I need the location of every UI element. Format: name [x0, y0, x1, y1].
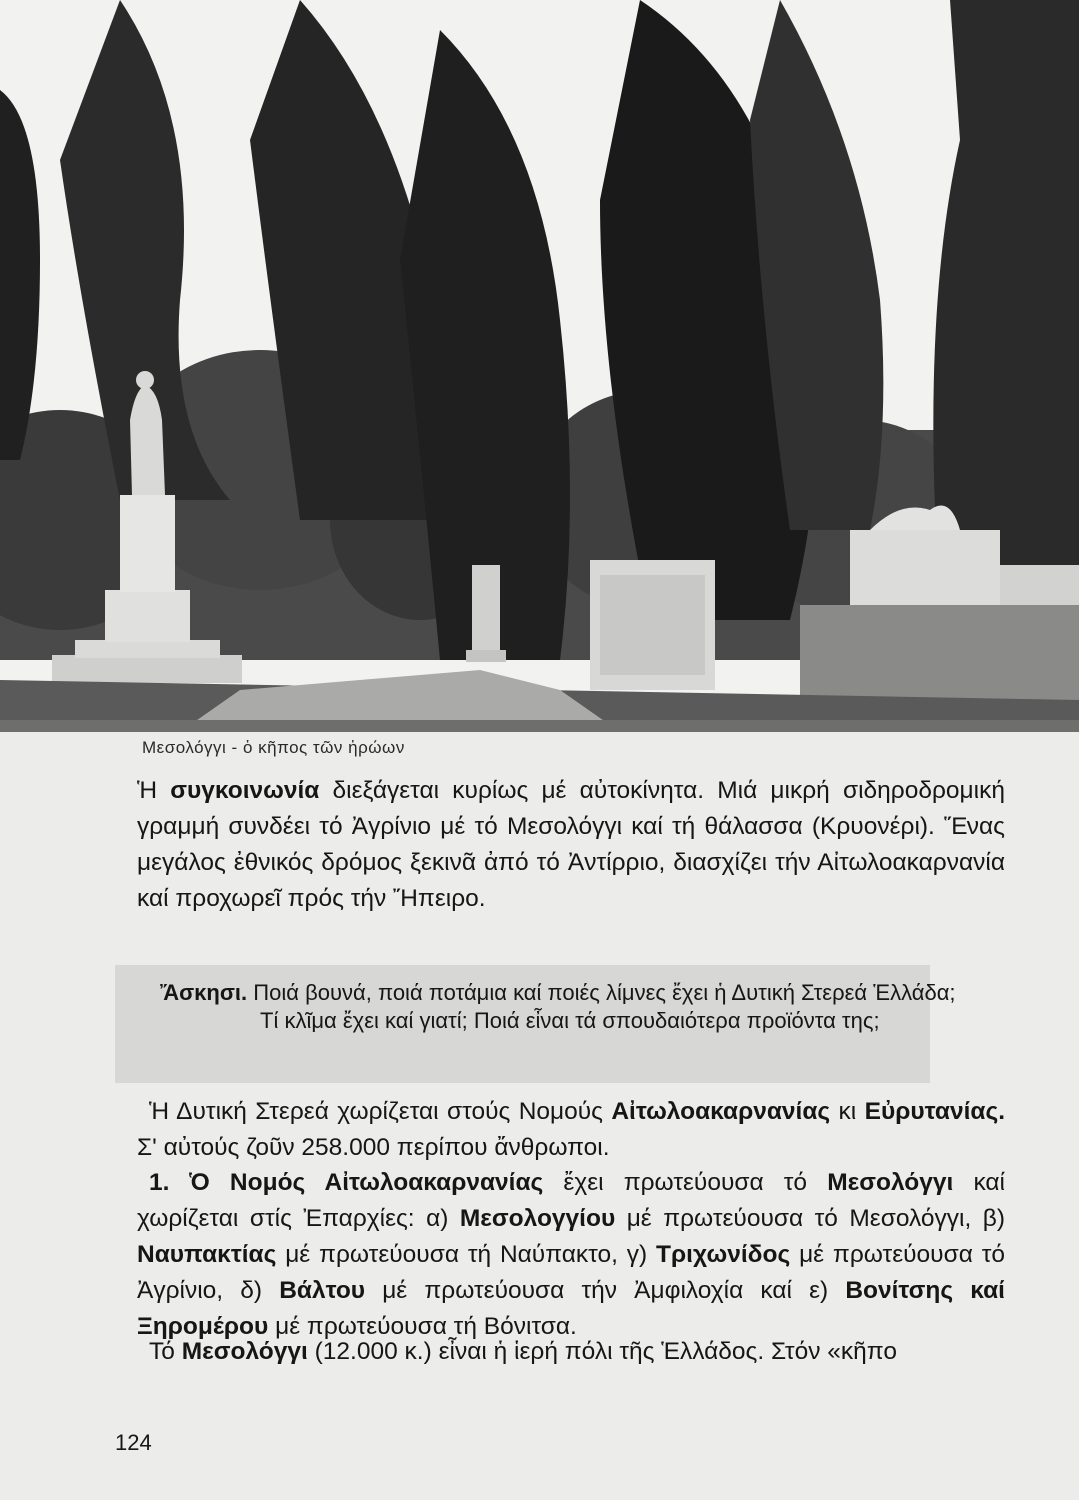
page-number: 124: [115, 1430, 152, 1455]
photo-illustration: [0, 0, 1079, 732]
emphasis-term: Αἰτωλοακαρνανίας: [611, 1098, 831, 1125]
exercise-text: Ἄσκησι. Ποιά βουνά, ποιά ποτάμια καί ποιές λίμνες ἔχει ἡ Δυτική Στερεά Ἑλλάδα; Τί κλῖμα ἔχει καί γιατί; Ποιά εἶναι τά σπουδαιότερα προϊόντα της;: [160, 980, 956, 1033]
garden-of-heroes-photo: [0, 0, 1079, 732]
photo-caption: Μεσολόγγι - ὁ κῆπος τῶν ἡρώων: [142, 738, 405, 757]
emphasis-term: Μεσολόγγι: [181, 1338, 308, 1365]
emphasis-term: Μεσολογγίου: [459, 1205, 616, 1232]
paragraph-transport: Ἡ συγκοινωνία διεξάγεται κυρίως μέ αὐτοκίνητα. Μιά μικρή σιδηροδρομική γραμμή συνδέει τό Ἀγρίνιο μέ τό Μεσολόγγι καί τή θάλασσα (Κρυονέρι). Ἕνας μεγάλος ἐθνικός δρόμος ξεκινᾶ ἀπό τό Ἀντίρριο, διασχίζει τήν Αἰτωλοακαρνανία καί προχωρεῖ πρός τήν Ἤπειρο.: [137, 777, 1005, 912]
emphasis-term: Μεσολόγγι: [827, 1169, 954, 1196]
emphasis-term: Εὐρυτανίας.: [864, 1098, 1006, 1125]
emphasis-term: Τριχωνίδος: [656, 1241, 791, 1268]
monument-pillar-middle: [466, 565, 506, 662]
emphasis-term: Βονίτσης καί Ξηρομέρου: [137, 1277, 1005, 1340]
section-heading: 1. Ὁ Νομός Αἰτωλοακαρνανίας: [149, 1169, 544, 1196]
paragraph-aitoloakarnania: 1. Ὁ Νομός Αἰτωλοακαρνανίας ἔχει πρωτεύουσα τό Μεσολόγγι καί χωρίζεται στίς Ἐπαρχίες: α) Μεσολογγίου μέ πρωτεύουσα τό Μεσολόγγι, β) Ναυπακτίας μέ πρωτεύουσα τή Ναύπακτο, γ) Τριχωνίδος μέ πρωτεύουσα τό Ἀγρίνιο, δ) Βάλτου μέ πρωτεύουσα τήν Ἀμφιλοχία καί ε) Βονίτσης καί Ξηρομέρου μέ πρωτεύουσα τή Βόνιτσα.: [137, 1169, 1005, 1340]
emphasis-term: Ναυπακτίας: [137, 1241, 277, 1268]
paragraph-mesolongi: Τό Μεσολόγγι (12.000 κ.) εἶναι ἡ ἱερή πόλι τῆς Ἑλλάδος. Στόν «κῆπο: [149, 1338, 897, 1365]
paragraph-prefectures: Ἡ Δυτική Στερεά χωρίζεται στούς Νομούς Αἰτωλοακαρνανίας κι Εὐρυτανίας. Σ' αὐτούς ζοῦν 258.000 περίπου ἄνθρωποι.: [137, 1098, 1006, 1161]
emphasis-term: Βάλτου: [279, 1277, 366, 1304]
exercise-label: Ἄσκησι.: [160, 980, 248, 1005]
emphasis-term: συγκοινωνία: [170, 777, 320, 804]
